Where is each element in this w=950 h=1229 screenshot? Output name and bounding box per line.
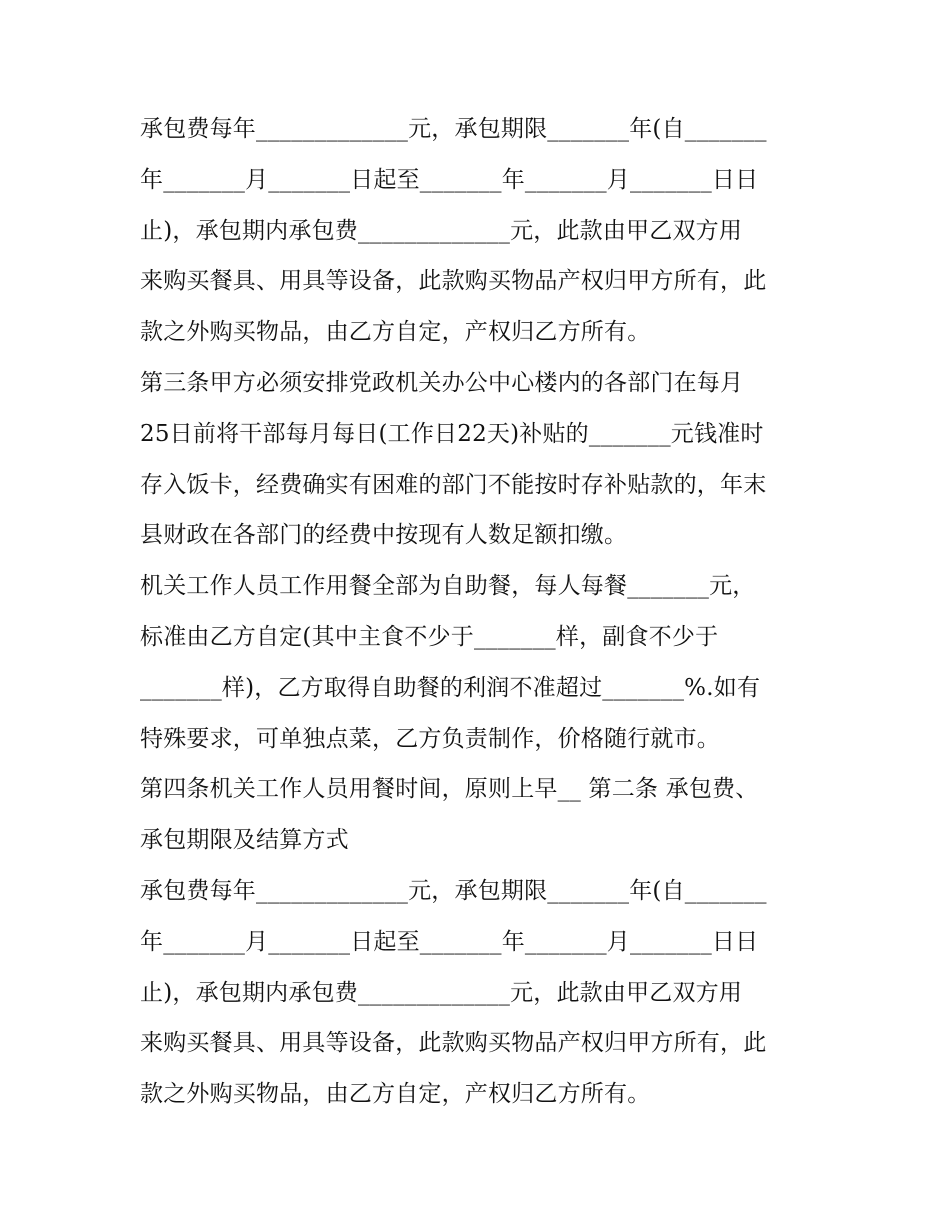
text-line: _______样)，乙方取得自助餐的利润不准超过_______%.如有	[140, 674, 761, 701]
text-line: 县财政在各部门的经费中按现有人数足额扣缴。	[140, 522, 628, 549]
text-line: 款之外购买物品，由乙方自定，产权归乙方所有。	[140, 319, 651, 346]
text-line: 来购买餐具、用具等设备，此款购买物品产权归甲方所有，此	[140, 268, 767, 295]
text-line: 年_______月_______日起至_______年_______月_______日日	[140, 166, 759, 193]
text-line: 承包费每年_____________元，承包期限_______年(自_______	[140, 116, 767, 142]
text-line: 存入饭卡，经费确实有困难的部门不能按时存补贴款的，年末	[140, 471, 767, 498]
text-line: 止)，承包期内承包费_____________元，此款由甲乙双方用	[140, 979, 743, 1006]
text-line: 年_______月_______日起至_______年_______月_______日日	[140, 928, 759, 955]
text-line: 特殊要求，可单独点菜，乙方负责制作，价格随行就市。	[140, 725, 720, 752]
contract-text	[140, 104, 820, 1120]
text-line: 25日前将干部每月每日(工作日22天)补贴的_______元钱准时	[140, 420, 764, 447]
text-line: 承包期限及结算方式	[140, 827, 349, 854]
text-line: 款之外购买物品，由乙方自定，产权归乙方所有。	[140, 1081, 651, 1108]
text-line: 机关工作人员工作用餐全部为自助餐，每人每餐_______元，	[140, 573, 756, 600]
text-line: 第四条机关工作人员用餐时间，原则上早__ 第二条 承包费、	[140, 776, 759, 803]
text-line: 第三条甲方必须安排党政机关办公中心楼内的各部门在每月	[140, 369, 744, 396]
text-line: 承包费每年_____________元，承包期限_______年(自_______	[140, 877, 767, 904]
text-line: 止)，承包期内承包费_____________元，此款由甲乙双方用	[140, 217, 743, 244]
text-line: 标准由乙方自定(其中主食不少于_______样，副食不少于	[140, 623, 719, 650]
text-line: 来购买餐具、用具等设备，此款购买物品产权归甲方所有，此	[140, 1030, 767, 1057]
